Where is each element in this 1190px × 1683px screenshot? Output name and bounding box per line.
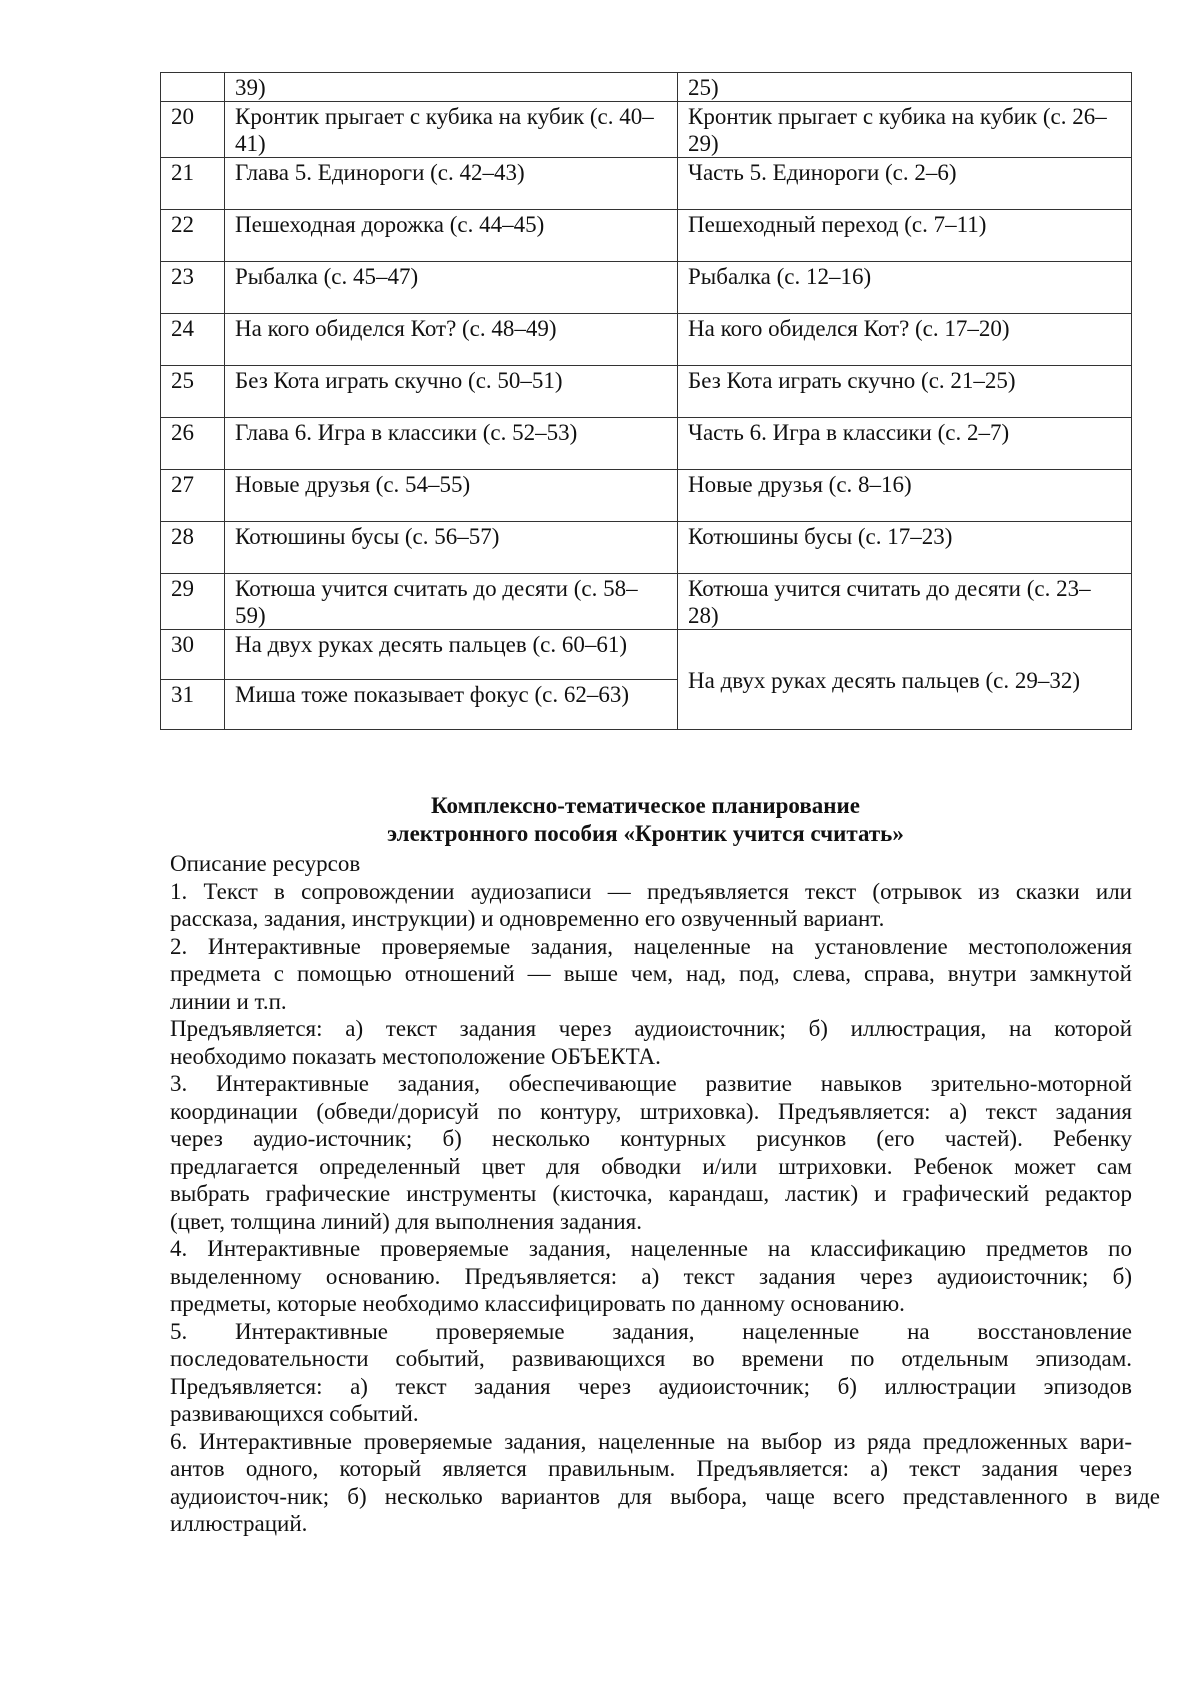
text-line: выбрать графические инструменты (кисточка, карандаш, ластик) и графический редактор <box>170 1181 1132 1206</box>
text-line: иллюстраций. <box>170 1511 308 1536</box>
table-row <box>161 314 1132 366</box>
text-line: предмета с помощью отношений — выше чем, над, под, слева, справа, внутри замкнутой <box>170 961 1132 986</box>
text-line: 3. Интерактивные задания, обеспечивающие развитие навыков зрительно-моторной <box>170 1071 1132 1096</box>
table-row <box>161 574 1132 630</box>
book-topic-cell: Кронтик прыгает с кубика на кубик (с. 40–41) <box>225 102 678 158</box>
text-line: 6. Интерактивные проверяемые задания, нацеленные на выбор из ряда предложенных вари- <box>170 1428 1132 1454</box>
ebook-topic-cell: На кого обиделся Кот? (с. 17–20) <box>678 314 1132 366</box>
book-topic-cell: На двух руках десять пальцев (с. 60–61) <box>225 630 678 680</box>
planning-table <box>160 72 1132 730</box>
row-number: 30 <box>161 630 225 680</box>
text-line: 5. Интерактивные проверяемые задания, нацеленные на восстановление <box>170 1318 1132 1344</box>
row-number: 26 <box>161 418 225 470</box>
text-line: выделенному основанию. Предъявляется: а) текст задания через аудиоисточник; б) <box>170 1263 1132 1289</box>
text-line: 1. Текст в сопровождении аудиозаписи — предъявляется текст (отрывок из сказки или <box>170 878 1132 904</box>
book-topic-cell: Котюшины бусы (с. 56–57) <box>225 522 678 574</box>
ebook-topic-cell: Котюшины бусы (с. 17–23) <box>678 522 1132 574</box>
heading-line: электронного пособия «Кронтик учится считать» <box>387 821 904 846</box>
row-number: 20 <box>161 102 225 158</box>
ebook-topic-cell: Часть 6. Игра в классики (с. 2–7) <box>678 418 1132 470</box>
ebook-topic-cell: Без Кота играть скучно (с. 21–25) <box>678 366 1132 418</box>
row-number: 24 <box>161 314 225 366</box>
ebook-topic-cell: Кронтик прыгает с кубика на кубик (с. 26–29) <box>678 102 1132 158</box>
text-line: Предъявляется: а) текст задания через аудиоисточник; б) иллюстрации эпизодов <box>170 1373 1132 1399</box>
ebook-topic-cell: Рыбалка (с. 12–16) <box>678 262 1132 314</box>
ebook-topic-cell: Пешеходный переход (с. 7–11) <box>678 210 1132 262</box>
resources-description <box>170 850 1160 1538</box>
row-number: 21 <box>161 158 225 210</box>
row-number: 31 <box>161 680 225 730</box>
book-topic-cell: Пешеходная дорожка (с. 44–45) <box>225 210 678 262</box>
text-line: рассказа, задания, инструкции) и одновременно его озвученный вариант. <box>170 906 885 931</box>
text-line: через аудио-источник; б) несколько контурных рисунков (его частей). Ребенку <box>170 1126 1132 1151</box>
text-line: координации (обведи/дорисуй по контуру, штриховка). Предъявляется: а) текст задания <box>170 1098 1132 1124</box>
text-line: предметы, которые необходимо классифицировать по данному основанию. <box>170 1291 905 1316</box>
subtitle: Описание ресурсов <box>170 851 361 876</box>
table-row <box>161 522 1132 574</box>
book-topic-cell: Без Кота играть скучно (с. 50–51) <box>225 366 678 418</box>
table-row <box>161 366 1132 418</box>
text-line: 2. Интерактивные проверяемые задания, нацеленные на установление местоположения <box>170 933 1132 959</box>
ebook-topic-cell: Часть 5. Единороги (с. 2–6) <box>678 158 1132 210</box>
book-topic-cell: Рыбалка (с. 45–47) <box>225 262 678 314</box>
table-row <box>161 262 1132 314</box>
text-line: аудиоисточ-ник; б) несколько вариантов для выбора, чаще всего представленного в виде <box>170 1483 1160 1509</box>
row-number: 22 <box>161 210 225 262</box>
text-line: 4. Интерактивные проверяемые задания, нацеленные на классификацию предметов по <box>170 1236 1132 1261</box>
table-row <box>161 418 1132 470</box>
text-line: последовательности событий, развивающихся во времени по отдельным эпизодам. <box>170 1346 1132 1371</box>
table-row <box>161 210 1132 262</box>
heading-line: Комплексно-тематическое планирование <box>431 793 860 818</box>
book-topic-cell: Миша тоже показывает фокус (с. 62–63) <box>225 680 678 730</box>
ebook-topic-cell-merged: На двух руках десять пальцев (с. 29–32) <box>678 630 1132 730</box>
ebook-topic-cell: Новые друзья (с. 8–16) <box>678 470 1132 522</box>
book-topic-cell: Новые друзья (с. 54–55) <box>225 470 678 522</box>
book-topic-cell: Котюша учится считать до десяти (с. 58–59) <box>225 574 678 630</box>
text-line: антов одного, который является правильным. Предъявляется: а) текст задания через <box>170 1456 1132 1481</box>
book-topic-cell: Глава 5. Единороги (с. 42–43) <box>225 158 678 210</box>
text-line: необходимо показать местоположение ОБЪЕКТА. <box>170 1043 661 1069</box>
row-number: 28 <box>161 522 225 574</box>
book-topic-cell: Глава 6. Игра в классики (с. 52–53) <box>225 418 678 470</box>
text-line: предлагается определенный цвет для обводки и/или штриховки. Ребенок может сам <box>170 1153 1132 1179</box>
row-number <box>161 73 225 102</box>
row-number: 23 <box>161 262 225 314</box>
ebook-topic-cell: 25) <box>678 73 1132 102</box>
table-row <box>161 470 1132 522</box>
book-topic-cell: 39) <box>225 73 678 102</box>
book-topic-cell: На кого обиделся Кот? (с. 48–49) <box>225 314 678 366</box>
table-row <box>161 158 1132 210</box>
table-row <box>161 630 1132 680</box>
row-number: 29 <box>161 574 225 630</box>
text-line: линии и т.п. <box>170 988 287 1014</box>
row-number: 25 <box>161 366 225 418</box>
text-line: Предъявляется: а) текст задания через аудиоисточник; б) иллюстрация, на которой <box>170 1016 1132 1041</box>
ebook-topic-cell: Котюша учится считать до десяти (с. 23–28) <box>678 574 1132 630</box>
text-line: развивающихся событий. <box>170 1401 419 1426</box>
text-line: (цвет, толщина линий) для выполнения задания. <box>170 1208 642 1234</box>
row-number: 27 <box>161 470 225 522</box>
section-heading <box>160 792 1131 848</box>
table-row <box>161 73 1132 102</box>
table-row <box>161 102 1132 158</box>
